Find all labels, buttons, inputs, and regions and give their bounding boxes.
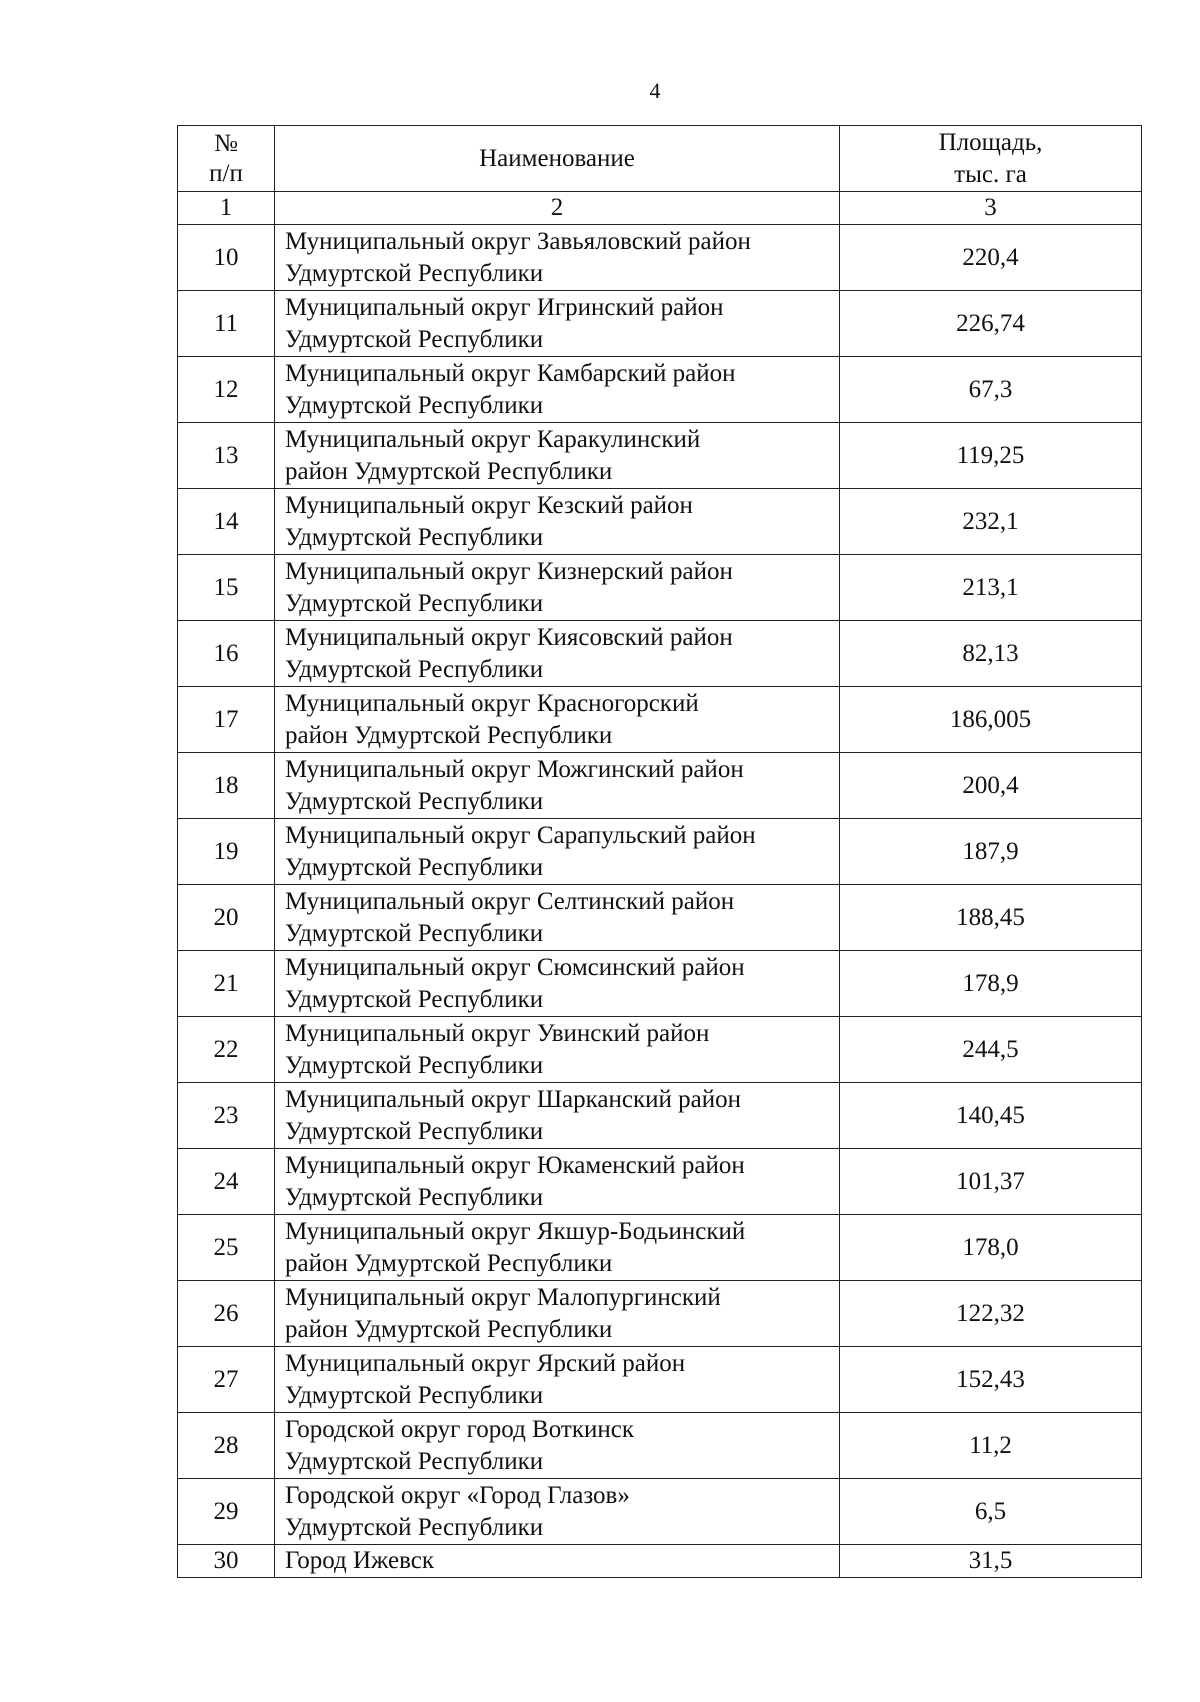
table-row (178, 1545, 1142, 1578)
row-number: 14 (178, 489, 275, 555)
row-number: 20 (178, 885, 275, 951)
row-name-line2: Удмуртской Республики (285, 1381, 544, 1409)
row-area: 101,37 (840, 1149, 1142, 1215)
row-name-line1: Муниципальный округ Сарапульский район (285, 821, 756, 849)
table-row (178, 1215, 1142, 1281)
table-row (178, 423, 1142, 489)
row-name-line2: Удмуртской Республики (285, 1183, 544, 1211)
header-area-line2: тыс. га (954, 160, 1027, 188)
row-name-line2: Удмуртской Республики (285, 1117, 544, 1145)
row-number: 10 (178, 225, 275, 291)
row-area: 200,4 (840, 753, 1142, 819)
table-row (178, 489, 1142, 555)
row-name-line1: Муниципальный округ Игринский район (285, 293, 724, 321)
row-name (275, 555, 840, 621)
row-area: 226,74 (840, 291, 1142, 357)
row-number: 17 (178, 687, 275, 753)
header-row (178, 126, 1142, 192)
row-name-line2: Удмуртской Республики (285, 391, 544, 419)
row-name (275, 1413, 840, 1479)
row-area: 178,9 (840, 951, 1142, 1017)
row-area: 213,1 (840, 555, 1142, 621)
row-area: 178,0 (840, 1215, 1142, 1281)
table-row (178, 1281, 1142, 1347)
row-name (275, 1281, 840, 1347)
row-area: 31,5 (840, 1545, 1142, 1578)
row-name (275, 489, 840, 555)
table-row (178, 951, 1142, 1017)
table-row (178, 357, 1142, 423)
row-number: 15 (178, 555, 275, 621)
row-name (275, 1215, 840, 1281)
row-name-line1: Муниципальный округ Ярский район (285, 1349, 686, 1377)
row-name-line1: Муниципальный округ Кизнерский район (285, 557, 733, 585)
table-row (178, 687, 1142, 753)
row-number: 25 (178, 1215, 275, 1281)
row-number: 26 (178, 1281, 275, 1347)
row-area: 232,1 (840, 489, 1142, 555)
row-name-line1: Муниципальный округ Якшур-Бодьинский (285, 1217, 746, 1245)
row-name (275, 753, 840, 819)
row-name-line1: Муниципальный округ Можгинский район (285, 755, 744, 783)
column-number-1: 1 (178, 192, 275, 225)
column-number-2: 2 (275, 192, 840, 225)
row-number: 19 (178, 819, 275, 885)
row-area: 11,2 (840, 1413, 1142, 1479)
row-name (275, 819, 840, 885)
header-name: Наименование (275, 126, 840, 192)
row-name (275, 951, 840, 1017)
row-area: 119,25 (840, 423, 1142, 489)
row-name-line1: Муниципальный округ Каракулинский (285, 425, 701, 453)
row-name-line1: Муниципальный округ Увинский район (285, 1019, 710, 1047)
row-name-line2: Удмуртской Республики (285, 919, 544, 947)
row-name (275, 1017, 840, 1083)
table-row (178, 1083, 1142, 1149)
header-area (840, 126, 1142, 192)
row-area: 6,5 (840, 1479, 1142, 1545)
row-name-line1: Муниципальный округ Юкаменский район (285, 1151, 745, 1179)
row-name (275, 225, 840, 291)
row-number: 28 (178, 1413, 275, 1479)
area-table (177, 125, 1142, 1578)
table-row (178, 1347, 1142, 1413)
row-number: 11 (178, 291, 275, 357)
row-name (275, 621, 840, 687)
row-number: 12 (178, 357, 275, 423)
row-name-line2: район Удмуртской Республики (285, 1249, 613, 1277)
row-area: 187,9 (840, 819, 1142, 885)
row-name (275, 885, 840, 951)
row-area: 244,5 (840, 1017, 1142, 1083)
row-name-line1: Город Ижевск (285, 1547, 434, 1574)
row-area: 186,005 (840, 687, 1142, 753)
row-number: 13 (178, 423, 275, 489)
row-number: 16 (178, 621, 275, 687)
row-name (275, 1083, 840, 1149)
row-name-line1: Муниципальный округ Киясовский район (285, 623, 733, 651)
table-row (178, 291, 1142, 357)
row-name-line1: Муниципальный округ Малопургинский (285, 1283, 721, 1311)
row-name-line1: Муниципальный округ Камбарский район (285, 359, 736, 387)
row-area: 122,32 (840, 1281, 1142, 1347)
row-name-line1: Муниципальный округ Шарканский район (285, 1085, 741, 1113)
header-number (178, 126, 275, 192)
row-name (275, 357, 840, 423)
table-row (178, 1149, 1142, 1215)
row-name-line2: Удмуртской Республики (285, 1513, 544, 1541)
row-number: 22 (178, 1017, 275, 1083)
table-row (178, 1413, 1142, 1479)
row-name-line1: Муниципальный округ Кезский район (285, 491, 693, 519)
row-name (275, 423, 840, 489)
row-number: 29 (178, 1479, 275, 1545)
row-number: 18 (178, 753, 275, 819)
row-area: 220,4 (840, 225, 1142, 291)
table-row (178, 819, 1142, 885)
row-name-line2: Удмуртской Республики (285, 325, 544, 353)
row-name (275, 1347, 840, 1413)
row-name-line2: Удмуртской Республики (285, 655, 544, 683)
row-name (275, 291, 840, 357)
row-name-line1: Муниципальный округ Селтинский район (285, 887, 735, 915)
table-row (178, 225, 1142, 291)
table-row (178, 753, 1142, 819)
row-name (275, 687, 840, 753)
row-name-line2: Удмуртской Республики (285, 259, 544, 287)
row-name-line2: Удмуртской Республики (285, 523, 544, 551)
header-number-line1: № (214, 129, 238, 157)
table-body (178, 225, 1142, 1578)
row-name (275, 1479, 840, 1545)
row-name-line1: Городской округ город Воткинск (285, 1415, 634, 1443)
row-name-line2: район Удмуртской Республики (285, 457, 613, 485)
table-row (178, 1479, 1142, 1545)
row-number: 24 (178, 1149, 275, 1215)
row-number: 21 (178, 951, 275, 1017)
row-name-line2: Удмуртской Республики (285, 1447, 544, 1475)
row-area: 152,43 (840, 1347, 1142, 1413)
row-name-line1: Муниципальный округ Красногорский (285, 689, 699, 717)
header-number-line2: п/п (209, 159, 243, 187)
column-number-3: 3 (840, 192, 1142, 225)
row-area: 188,45 (840, 885, 1142, 951)
row-name-line2: район Удмуртской Республики (285, 721, 613, 749)
row-name-line2: Удмуртской Республики (285, 985, 544, 1013)
row-name-line2: Удмуртской Республики (285, 787, 544, 815)
table-row (178, 621, 1142, 687)
table-row (178, 555, 1142, 621)
row-number: 27 (178, 1347, 275, 1413)
row-name-line2: Удмуртской Республики (285, 1051, 544, 1079)
row-number: 30 (178, 1545, 275, 1578)
row-name-line2: Удмуртской Республики (285, 589, 544, 617)
row-name-line1: Городской округ «Город Глазов» (285, 1481, 630, 1509)
table-row (178, 885, 1142, 951)
page-number: 4 (649, 78, 661, 103)
table-header (178, 126, 1142, 225)
row-name-line2: район Удмуртской Республики (285, 1315, 613, 1343)
row-number: 23 (178, 1083, 275, 1149)
row-name-line2: Удмуртской Республики (285, 853, 544, 881)
row-name (275, 1149, 840, 1215)
row-area: 67,3 (840, 357, 1142, 423)
table-row (178, 1017, 1142, 1083)
column-number-row (178, 192, 1142, 225)
row-name (275, 1545, 840, 1578)
header-area-line1: Площадь, (938, 128, 1043, 156)
row-name-line1: Муниципальный округ Завьяловский район (285, 227, 751, 255)
row-name-line1: Муниципальный округ Сюмсинский район (285, 953, 745, 981)
row-area: 140,45 (840, 1083, 1142, 1149)
row-area: 82,13 (840, 621, 1142, 687)
